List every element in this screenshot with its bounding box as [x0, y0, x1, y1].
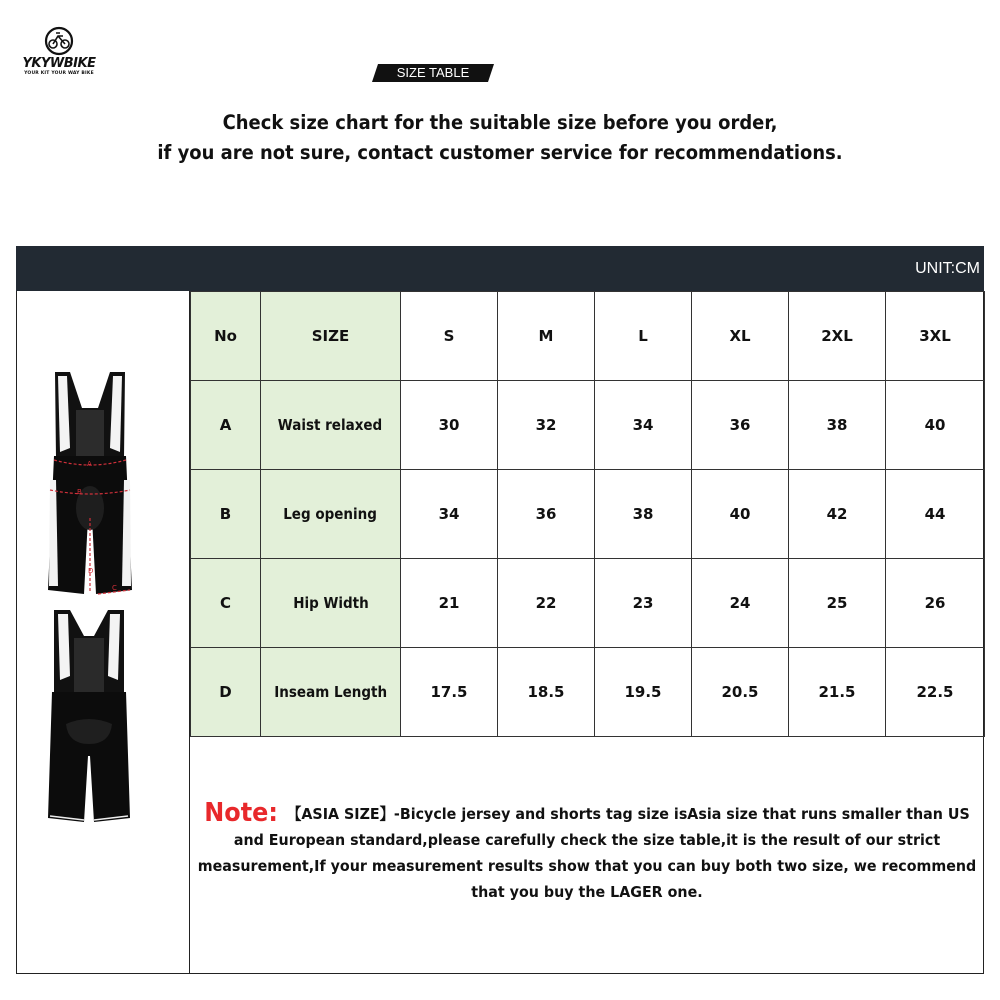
row-label	[261, 648, 401, 737]
table-cell: 38	[789, 381, 886, 470]
row-label	[261, 559, 401, 648]
row-label	[261, 470, 401, 559]
note-block	[196, 800, 978, 905]
table-row	[191, 559, 985, 648]
bib-shorts-front-illustration	[40, 368, 140, 604]
row-label-text: Waist relaxed	[278, 416, 383, 434]
row-label-text: Leg opening	[283, 505, 378, 523]
unit-header-bar	[16, 246, 984, 291]
table-cell: 32	[498, 381, 595, 470]
table-cell: 36	[692, 381, 789, 470]
measure-label-c: C	[112, 584, 117, 592]
table-row	[191, 381, 985, 470]
brand-logo	[14, 26, 104, 78]
table-cell: 34	[595, 381, 692, 470]
row-code: D	[191, 648, 261, 737]
brand-tagline: YOUR KIT YOUR WAY BIKE	[24, 71, 94, 76]
note-text: 【ASIA SIZE】-Bicycle jersey and shorts tag size isAsia size that runs smaller than US and European standard,please carefully check the size table,it is the result of our strict measurement,If your measurement results show that you can buy both two size, we recommend that you buy the LAGER one.	[197, 805, 977, 901]
table-cell: 18.5	[498, 648, 595, 737]
table-cell: 17.5	[401, 648, 498, 737]
heading-line-2: if you are not sure, contact customer service for recommendations.	[157, 141, 843, 164]
table-cell: 26	[886, 559, 985, 648]
table-header-row	[191, 292, 985, 381]
brand-name: YKYWBIKE	[22, 56, 96, 71]
row-code: B	[191, 470, 261, 559]
row-label-text: Hip Width	[292, 594, 369, 612]
table-cell: 25	[789, 559, 886, 648]
table-cell: 24	[692, 559, 789, 648]
row-code: A	[191, 381, 261, 470]
unit-label: UNIT:CM	[915, 260, 980, 277]
bib-shorts-back-illustration	[44, 606, 134, 826]
header-size-3xl: 3XL	[886, 292, 985, 381]
table-cell: 38	[595, 470, 692, 559]
table-cell: 23	[595, 559, 692, 648]
row-label-text: Inseam Length	[274, 683, 387, 701]
table-cell: 40	[886, 381, 985, 470]
row-code: C	[191, 559, 261, 648]
header-size-2xl: 2XL	[789, 292, 886, 381]
header-size-l: L	[595, 292, 692, 381]
size-table-banner-label: SIZE TABLE	[396, 65, 470, 80]
heading-line-1: Check size chart for the suitable size before you order,	[222, 111, 778, 134]
header-size-xl: XL	[692, 292, 789, 381]
table-cell: 22	[498, 559, 595, 648]
table-cell: 34	[401, 470, 498, 559]
table-cell: 19.5	[595, 648, 692, 737]
size-table-banner	[372, 64, 494, 82]
note-label: Note:	[204, 798, 278, 828]
header-size: SIZE	[261, 292, 401, 381]
table-row	[191, 470, 985, 559]
measure-label-a: A	[87, 460, 92, 468]
table-cell: 20.5	[692, 648, 789, 737]
size-table	[190, 291, 985, 737]
header-size-s: S	[401, 292, 498, 381]
table-row	[191, 648, 985, 737]
table-cell: 44	[886, 470, 985, 559]
measure-label-d: D	[88, 567, 94, 575]
table-cell: 22.5	[886, 648, 985, 737]
measure-label-b: B	[77, 488, 82, 496]
table-cell: 30	[401, 381, 498, 470]
header-no: No	[191, 292, 261, 381]
table-cell: 21	[401, 559, 498, 648]
row-label	[261, 381, 401, 470]
table-cell: 36	[498, 470, 595, 559]
bike-logo-icon	[42, 26, 76, 56]
header-size-m: M	[498, 292, 595, 381]
table-cell: 40	[692, 470, 789, 559]
table-cell: 42	[789, 470, 886, 559]
table-cell: 21.5	[789, 648, 886, 737]
